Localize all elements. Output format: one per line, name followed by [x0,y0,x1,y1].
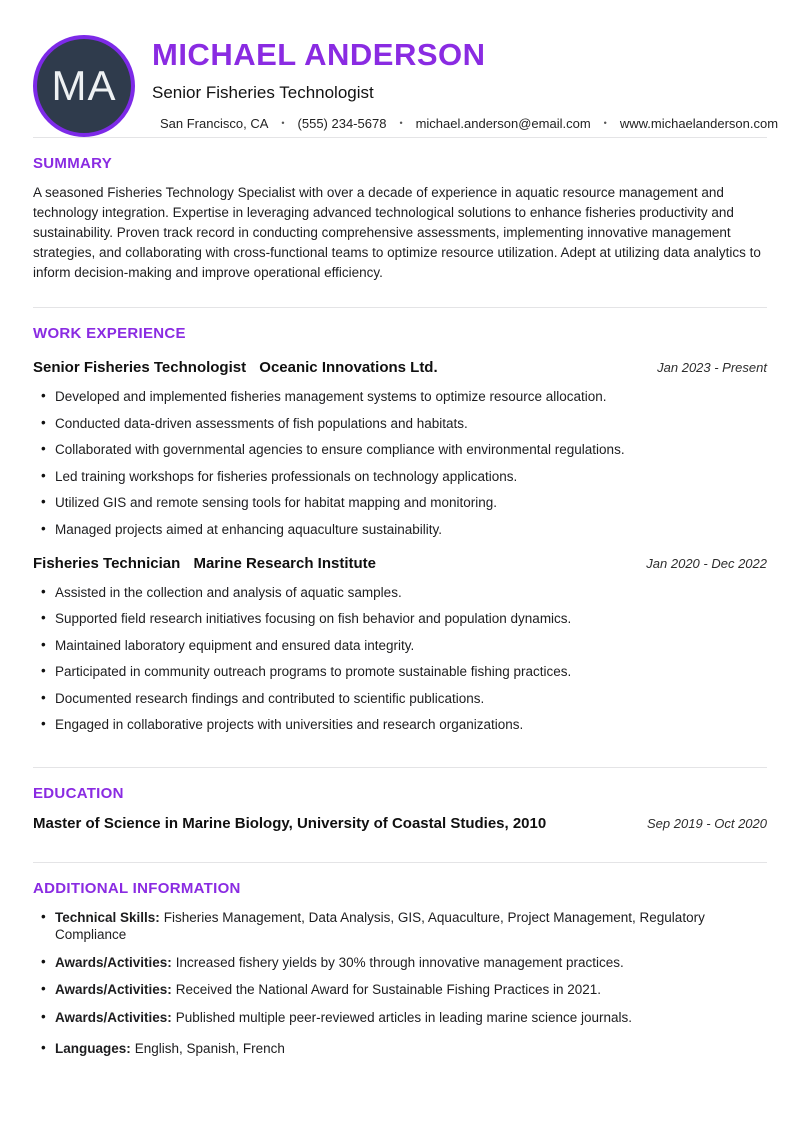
job-header [33,555,767,572]
candidate-job-title: Senior Fisheries Technologist [152,83,374,102]
additional-info-item [41,981,767,998]
job-bullet: • Maintained laboratory equipment and ensured data integrity. [41,637,767,654]
info-text: Received the National Award for Sustainable Fishing Practices in 2021. [175,982,602,997]
additional-info-item [41,909,767,943]
additional-information-heading: ADDITIONAL INFORMATION [33,880,241,897]
additional-info-item [41,1009,767,1026]
job-entry [33,555,767,734]
job-company: Oceanic Innovations Ltd. [259,359,438,376]
job-title-text: Senior Fisheries Technologist [33,359,247,376]
job-title-line [33,555,376,572]
contact-website: www.michaelanderson.com [619,116,779,131]
additional-info-item [41,1040,767,1057]
info-label: Languages: [55,1040,131,1056]
job-dates: Jan 2020 - Dec 2022 [646,555,767,571]
info-label: Technical Skills: [55,910,160,925]
summary-section [33,138,767,283]
education-entry [33,815,767,832]
contact-location: San Francisco, CA [160,116,269,131]
summary-text: A seasoned Fisheries Technology Specialist with over a decade of experience in aquatic resource management and technology integration. Expertise in leveraging advanced technological solutions to enhance fisheries productivity and sustainability. Proven track record in conducting comprehensive assessments, implementing innovative management strategies, and collaborating with cross-functional teams to optimize resource utilization. Adept at utilizing data analytics to inform decision-making and improve operational efficiency. [33,185,761,280]
info-label: Awards/Activities: [55,982,172,997]
avatar [33,35,135,137]
additional-info-item [41,954,767,971]
job-bullet-list [33,388,767,538]
work-experience-section [33,308,767,733]
work-experience-heading: WORK EXPERIENCE [33,325,186,342]
job-bullet: • Led training workshops for fisheries professionals on technology applications. [41,468,767,485]
job-bullet: • Documented research findings and contributed to scientific publications. [41,690,767,707]
job-header [33,359,767,376]
job-dates: Jan 2023 - Present [657,360,767,375]
info-label: Awards/Activities: [55,1009,172,1025]
info-text: Increased fishery yields by 30% through innovative management practices. [175,954,624,970]
job-title-text: Fisheries Technician [33,554,181,572]
contact-phone: (555) 234-5678 [297,116,387,131]
job-bullet: • Developed and implemented fisheries management systems to optimize resource allocation. [41,388,767,405]
job-bullet: • Participated in community outreach programs to promote sustainable fishing practices. [41,663,767,680]
avatar-initials: MA [51,62,117,109]
summary-heading: SUMMARY [33,155,113,172]
education-dates: Sep 2019 - Oct 2020 [647,816,767,831]
resume-header [33,35,779,137]
dot-separator-icon: • [281,118,285,128]
job-entry [33,359,767,538]
job-bullet-list [33,584,767,734]
job-bullet: • Conducted data-driven assessments of fish populations and habitats. [41,415,767,432]
job-bullet: • Supported field research initiatives focusing on fish behavior and population dynamics. [41,610,767,627]
candidate-name: MICHAEL ANDERSON [152,37,486,72]
education-heading: EDUCATION [33,785,124,802]
dot-separator-icon: • [603,118,607,128]
info-label: Awards/Activities: [55,954,172,970]
job-bullet: • Assisted in the collection and analysis of aquatic samples. [41,584,767,601]
info-text: Fisheries Management, Data Analysis, GIS, Aquaculture, Project Management, Regulatory Compliance [55,910,705,942]
additional-info-list [33,909,767,1057]
job-bullet: • Collaborated with governmental agencies to ensure compliance with environmental regulations. [41,441,767,458]
job-company: Marine Research Institute [193,554,377,572]
contact-email: michael.anderson@email.com [415,116,591,131]
info-text: Published multiple peer-reviewed articles in leading marine science journals. [175,1009,633,1025]
job-title-line [33,359,438,376]
info-text: English, Spanish, French [134,1040,285,1056]
contact-row [152,116,779,131]
dot-separator-icon: • [399,118,403,128]
job-bullet: • Managed projects aimed at enhancing aquaculture sustainability. [41,521,767,538]
job-bullet: • Engaged in collaborative projects with universities and research organizations. [41,716,767,733]
header-text-block [152,35,779,131]
education-degree: Master of Science in Marine Biology, University of Coastal Studies, 2010 [33,815,547,832]
additional-information-section [33,863,767,1057]
job-bullet: • Utilized GIS and remote sensing tools for habitat mapping and monitoring. [41,494,767,511]
education-section [33,768,767,832]
